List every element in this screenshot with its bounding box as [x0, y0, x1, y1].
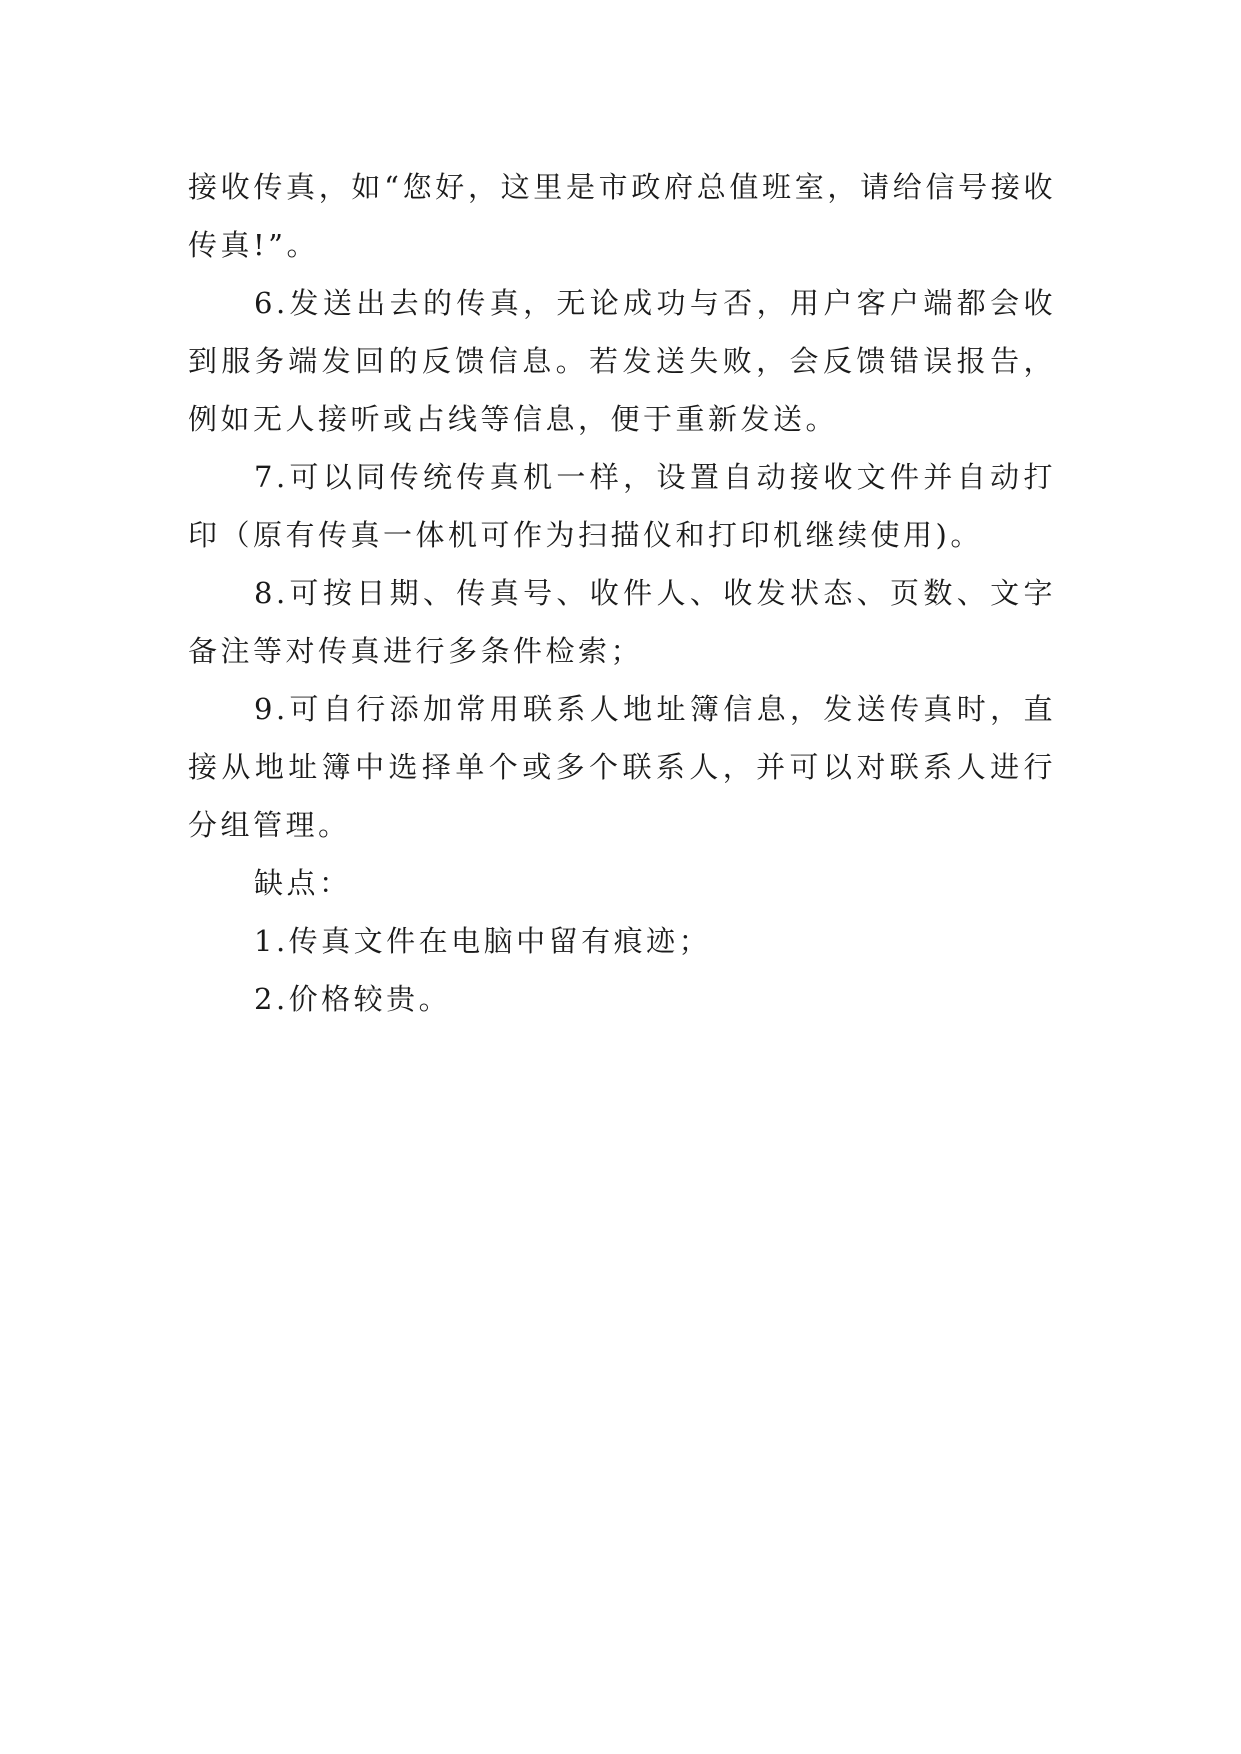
paragraph-item-9-address-book: 9.可自行添加常用联系人地址簿信息，发送传真时，直接从地址簿中选择单个或多个联系人，并可以对联系人进行分组管理。: [188, 692, 1056, 842]
paragraph-item-8-search: 8.可按日期、传真号、收件人、收发状态、页数、文字备注等对传真进行多条件检索；: [188, 576, 1056, 668]
paragraph-item-7-auto-print: 7.可以同传统传真机一样，设置自动接收文件并自动打印（原有传真一体机可作为扫描仪和打印机继续使用)。: [188, 460, 1056, 552]
paragraph-disadvantage-1: 1.传真文件在电脑中留有痕迹；: [254, 924, 712, 958]
paragraph-continuation: 接收传真，如“您好，这里是市政府总值班室，请给信号接收传真!”。: [188, 170, 1056, 262]
paragraph-item-6-feedback: 6.发送出去的传真，无论成功与否，用户客户端都会收到服务端发回的反馈信息。若发送失败，会反馈错误报告，例如无人接听或占线等信息，便于重新发送。: [188, 286, 1056, 436]
paragraph-disadvantage-2: 2.价格较贵。: [254, 982, 452, 1016]
paragraph-disadvantages-heading: 缺点：: [254, 866, 352, 900]
document-body: [188, 158, 1056, 1028]
